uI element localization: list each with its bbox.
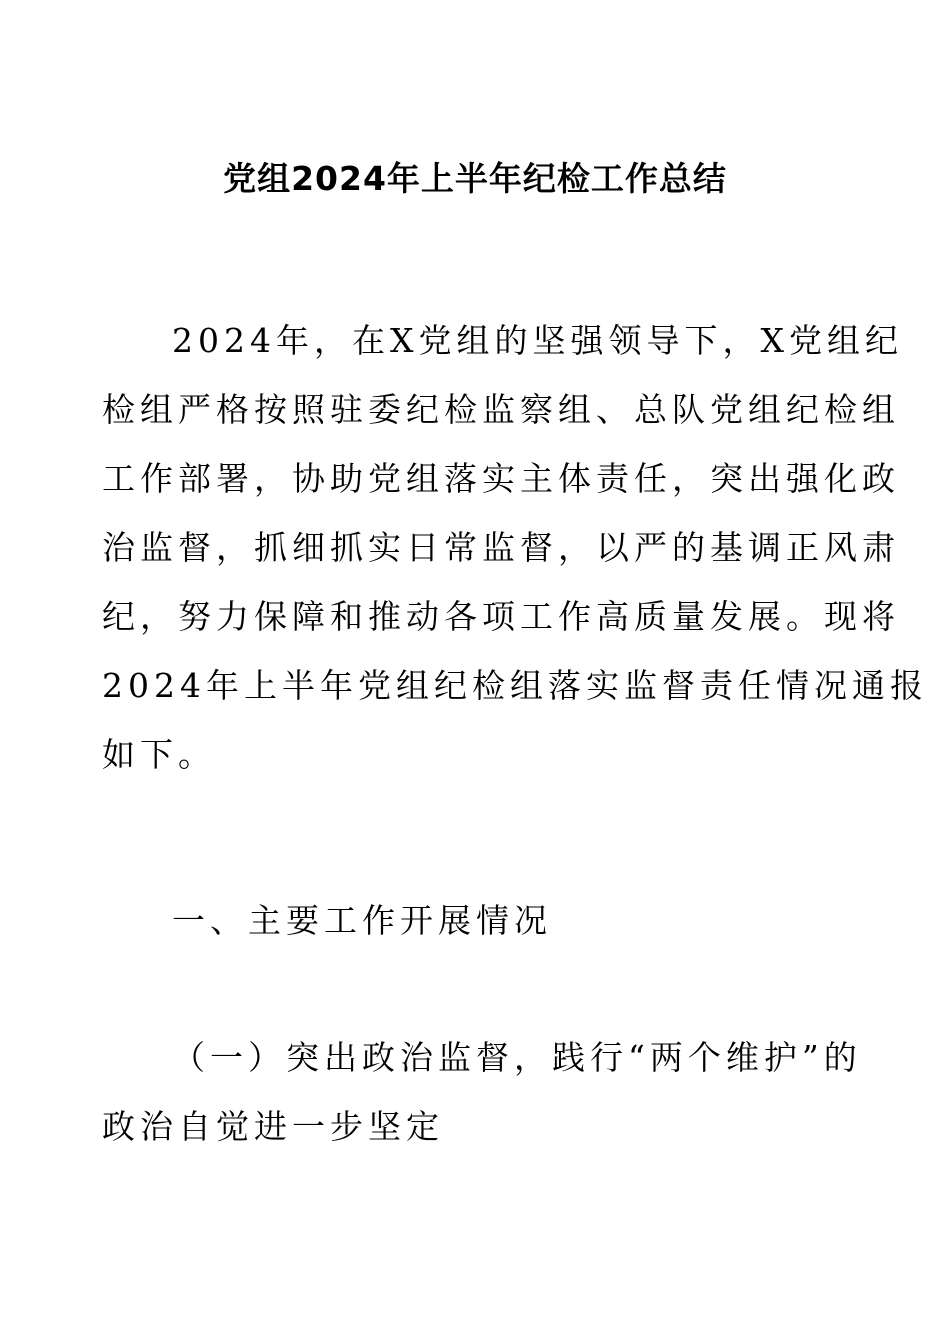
section-heading-text: 一、主要工作开展情况 (172, 901, 552, 940)
paragraph-line: 检组严格按照驻委纪检监察组、总队党组纪检组 (102, 390, 900, 429)
subsection-line: 政治自觉进一步坚定 (102, 1107, 444, 1146)
paragraph-line: 工作部署，协助党组落实主体责任，突出强化政 (102, 459, 900, 498)
paragraph-line: 2024年上半年党组纪检组落实监督责任情况通报 (102, 666, 928, 705)
paragraph-line: 治监督，抓细抓实日常监督，以严的基调正风肃 (102, 528, 900, 567)
section-heading (102, 886, 850, 955)
subsection-line: （一）突出政治监督，践行“两个维护”的 (172, 1038, 862, 1077)
intro-paragraph (102, 306, 928, 789)
document-title: 党组2024年上半年纪检工作总结 (223, 159, 727, 198)
paragraph-line: 2024年，在X党组的坚强领导下，X党组纪 (172, 321, 903, 360)
paragraph-line: 如下。 (102, 735, 216, 774)
subsection-heading (102, 1023, 862, 1161)
paragraph-line: 纪，努力保障和推动各项工作高质量发展。现将 (102, 597, 900, 636)
